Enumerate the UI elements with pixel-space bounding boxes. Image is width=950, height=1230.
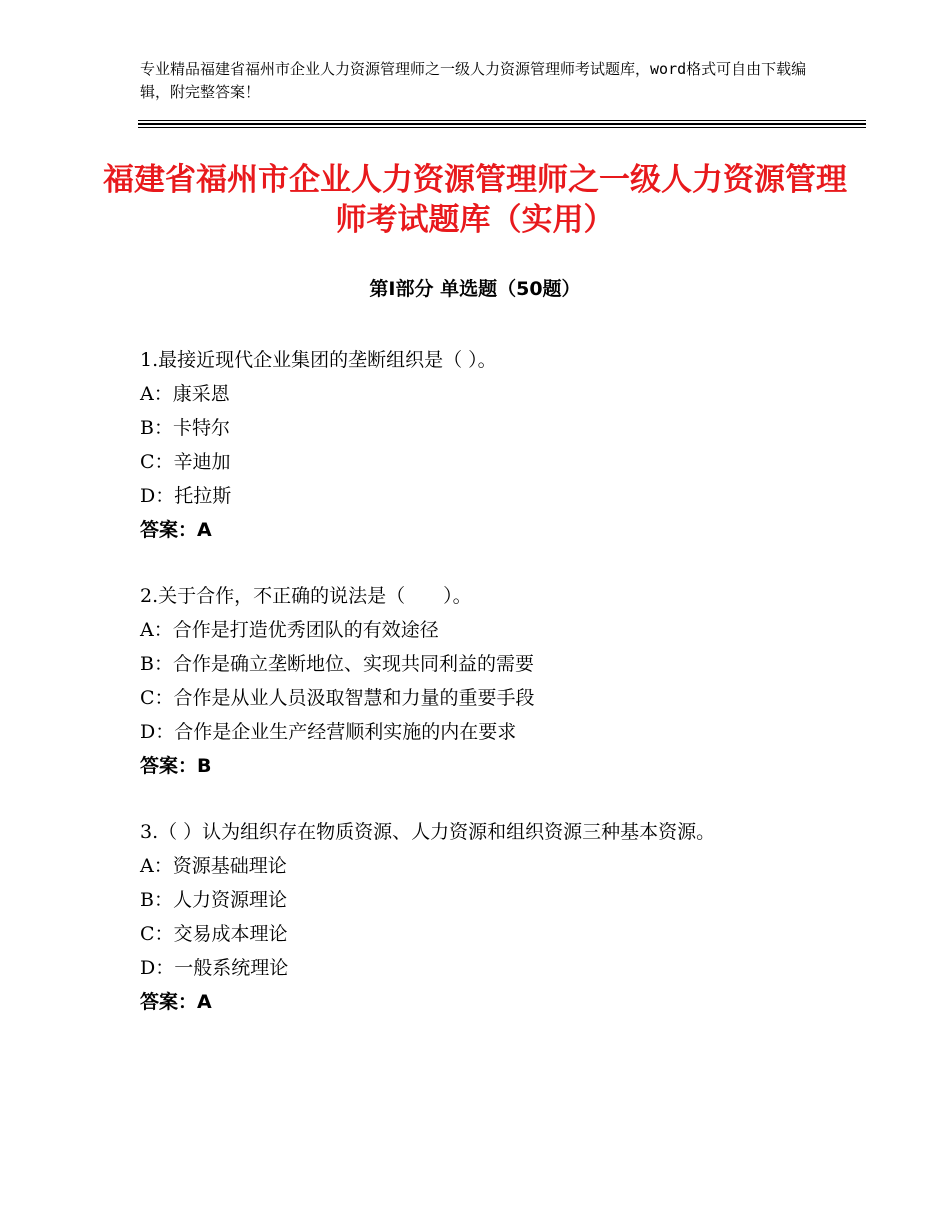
option-d: D：一般系统理论 <box>140 957 289 979</box>
option-b: B：合作是确立垄断地位、实现共同利益的需要 <box>140 653 534 675</box>
question-text: 2.关于合作，不正确的说法是（ ）。 <box>140 585 472 607</box>
question-1 <box>140 343 790 547</box>
option-c: C：辛迪加 <box>140 451 231 473</box>
option-a: A：康采恩 <box>140 383 230 405</box>
question-text: 3.（ ）认为组织存在物质资源、人力资源和组织资源三种基本资源。 <box>140 821 716 843</box>
option-c: C：交易成本理论 <box>140 923 288 945</box>
answer-line: 答案：A <box>140 991 212 1013</box>
option-a: A：合作是打造优秀团队的有效途径 <box>140 619 439 641</box>
document-title: 福建省福州市企业人力资源管理师之一级人力资源管理师考试题库（实用） <box>103 162 847 238</box>
header-rule-middle <box>138 123 866 125</box>
question-3 <box>140 815 790 1019</box>
option-d: D：合作是企业生产经营顺利实施的内在要求 <box>140 721 517 743</box>
question-text: 1.最接近现代企业集团的垄断组织是（ ）。 <box>140 349 497 371</box>
section-heading: 第Ⅰ部分 单选题（50题） <box>369 278 581 300</box>
header-rule-bottom <box>138 127 866 128</box>
option-b: B：人力资源理论 <box>140 889 287 911</box>
question-list <box>140 343 790 1051</box>
header-note: 专业精品福建省福州市企业人力资源管理师之一级人力资源管理师考试题库，word格式可自由下载编辑，附完整答案！ <box>140 60 807 101</box>
option-c: C：合作是从业人员汲取智慧和力量的重要手段 <box>140 687 535 709</box>
question-2 <box>140 579 790 783</box>
option-d: D：托拉斯 <box>140 485 232 507</box>
option-a: A：资源基础理论 <box>140 855 287 877</box>
answer-line: 答案：A <box>140 519 212 541</box>
answer-line: 答案：B <box>140 755 212 777</box>
option-b: B：卡特尔 <box>140 417 230 439</box>
header-rule-top <box>138 120 866 121</box>
